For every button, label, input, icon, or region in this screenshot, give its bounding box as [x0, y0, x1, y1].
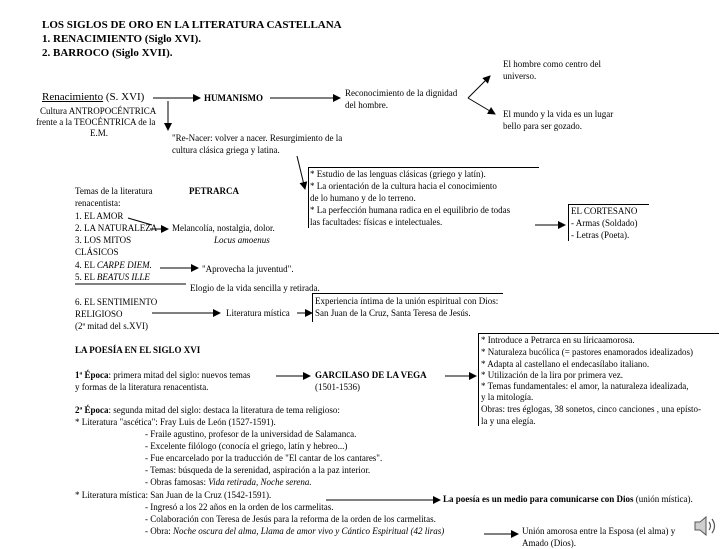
- ascetica-1: - Fraile agustino, profesor de la universidad de Salamanca.: [145, 429, 357, 439]
- estudio-5: las facultades: físicas e intelectuales.: [310, 217, 443, 227]
- tema-sentimiento-3: (2ª mitad del s.XVI): [75, 321, 148, 331]
- ascetica-5: [145, 477, 312, 488]
- beatus-prefix: 5. EL: [75, 272, 97, 282]
- garcilaso-point-3: * Adapta al castellano el endecasílabo italiano.: [481, 359, 650, 369]
- cortesano-letras: - Letras (Poeta).: [571, 230, 630, 240]
- garcilaso-name: GARCILASO DE LA VEGA: [315, 370, 427, 380]
- renacer-2: cultura clásica griega y latina.: [172, 145, 280, 155]
- experiencia-1: Experiencia íntima de la unión espiritual con Dios:: [315, 296, 499, 306]
- header-line-3: 2. BARROCO (Siglo XVII).: [42, 47, 173, 59]
- hombre-centro-1: El hombre como centro del: [503, 59, 601, 69]
- petrarca-melancolia: Melancolía, nostalgia, dolor.: [172, 223, 275, 233]
- tema-mitos-2: CLÁSICOS: [75, 247, 119, 257]
- epoca-1-label: 1ª Época: [75, 370, 109, 380]
- medio-rest: (unión mística).: [633, 494, 693, 504]
- elogio-text: Elogio de la vida sencilla y retirada.: [190, 283, 320, 293]
- tema-naturaleza: 2. LA NATURALEZA: [75, 223, 158, 233]
- garcilaso-point-5: * Temas fundamentales: el amor, la naturaleza idealizada,: [481, 381, 689, 391]
- estudio-3: de lo humano y de lo terreno.: [310, 193, 416, 203]
- reconocimiento-2: del hombre.: [345, 100, 388, 110]
- ascetica-2: - Excelente filólogo (conocía el griego, latín y hebreo...): [145, 441, 348, 451]
- hombre-centro-2: universo.: [503, 71, 537, 81]
- garcilaso-point-4: * Utilización de la lira por primera vez.: [481, 370, 623, 380]
- renacimiento-century: (S. XVI): [103, 91, 145, 103]
- epoca-2-label: 2ª Época: [75, 405, 109, 415]
- carpe-prefix: 4. EL: [75, 260, 97, 270]
- cortesano-armas: - Armas (Soldado): [571, 218, 638, 228]
- epoca-1-line-2: y formas de la literatura renacentista.: [75, 382, 209, 392]
- tema-sentimiento-2: RELIGIOSO: [75, 309, 123, 319]
- carpe-diem-label: CARPE DIEM.: [96, 260, 152, 270]
- aprovecha-text: "Aprovecha la juventud".: [202, 264, 294, 274]
- epoca-1-text: : primera mitad del siglo: nuevos temas: [108, 370, 251, 380]
- tema-sentimiento-1: 6. EL SENTIMIENTO: [75, 297, 158, 307]
- estudio-1: * Estudio de las lenguas clásicas (griego y latín).: [310, 169, 486, 179]
- garcilaso-point-7: Obras: tres églogas, 38 sonetos, cinco canciones , una epísto-: [481, 404, 701, 414]
- cortesano-title: EL CORTESANO: [571, 206, 638, 216]
- ascetica-4: - Temas: búsqueda de la serenidad, aspiración a la paz interior.: [145, 465, 371, 475]
- garcilaso-point-2: * Naturaleza bucólica (= pastores enamorados idealizados): [481, 347, 693, 357]
- tema-beatus-ille: [75, 272, 150, 283]
- mundo-1: El mundo y la vida es un lugar: [503, 109, 614, 119]
- petrarca-title: PETRARCA: [189, 186, 240, 196]
- medio-text: [443, 494, 693, 505]
- tema-mitos-1: 3. LOS MITOS: [75, 235, 132, 245]
- literatura-mistica-label: Literatura mística: [226, 308, 290, 318]
- poesia-title: LA POESÍA EN EL SIGLO XVI: [75, 345, 201, 355]
- obra-titles: Noche oscura del alma, Llama de amor vivo y Cántico Espiritual (42 liras): [173, 526, 445, 536]
- renacimiento-title: [42, 91, 144, 104]
- mistica-title: * Literatura mística: San Juan de la Cruz (1542-1591).: [75, 490, 272, 500]
- renacer-1: "Re-Nacer: volver a nacer. Resurgimiento de la: [172, 133, 343, 143]
- garcilaso-dates: (1501-1536): [315, 382, 360, 392]
- epoca-2-text: : segunda mitad del siglo: destaca la literatura de tema religioso:: [108, 405, 340, 415]
- garcilaso-point-8: la y una elegía.: [481, 416, 536, 426]
- tema-carpe-diem: [75, 260, 152, 271]
- speaker-icon[interactable]: [693, 514, 719, 538]
- renacimiento-desc-1: Cultura ANTROPOCÉNTRICA: [40, 106, 157, 116]
- renacimiento-desc-3: E.M.: [90, 128, 108, 138]
- mistica-2: - Colaboración con Teresa de Jesús para la reforma de la orden de los carmelitas.: [145, 514, 436, 524]
- temas-title-1: Temas de la literatura: [75, 186, 153, 196]
- estudio-4: * La perfección humana radica en el equilibrio de todas: [310, 205, 511, 215]
- medio-bold: La poesía es un medio para comunicarse con Dios: [443, 494, 634, 504]
- mundo-2: bello para ser gozado.: [503, 121, 582, 131]
- renacimiento-label: Renacimiento: [42, 91, 104, 103]
- humanismo-title: HUMANISMO: [204, 93, 263, 103]
- ascetica-title: * Literatura "ascética": Fray Luis de León (1527-1591).: [75, 417, 276, 427]
- renacimiento-desc-2: frente a la TEOCÉNTRICA de la: [36, 117, 156, 127]
- beatus-ille-label: BEATUS ILLE: [96, 272, 150, 282]
- epoca-2-line: [75, 405, 340, 416]
- obras-prefix: - Obras famosas:: [145, 477, 209, 487]
- petrarca-locus: Locus amoenus: [214, 235, 270, 245]
- union-1: Unión amorosa entre la Esposa (el alma) y: [522, 526, 676, 536]
- ascetica-3: - Fue encarcelado por la traducción de "El cantar de los cantares".: [145, 453, 383, 463]
- obras-famosas: Vida retirada, Noche serena.: [208, 477, 312, 487]
- obra-prefix: - Obra:: [145, 526, 173, 536]
- garcilaso-point-6: y la mitología.: [481, 392, 534, 402]
- reconocimiento-1: Reconocimiento de la dignidad: [345, 88, 458, 98]
- estudio-2: * La orientación de la cultura hacia el conocimiento: [310, 181, 497, 191]
- header-line-1: LOS SIGLOS DE ORO EN LA LITERATURA CASTELLANA: [42, 19, 342, 31]
- temas-title-2: renacentista:: [75, 198, 121, 208]
- union-2: Amado (Dios).: [522, 538, 576, 548]
- mistica-3: [145, 526, 444, 537]
- experiencia-2: San Juan de la Cruz, Santa Teresa de Jesús.: [315, 308, 471, 318]
- garcilaso-point-1: * Introduce a Petrarca en su líricaamorosa.: [481, 335, 635, 345]
- tema-amor: 1. EL AMOR: [75, 211, 124, 221]
- header-line-2: 1. RENACIMIENTO (Siglo XVI).: [42, 33, 202, 45]
- epoca-1-line-1: [75, 370, 250, 381]
- mistica-1: - Ingresó a los 22 años en la orden de los carmelitas.: [145, 502, 334, 512]
